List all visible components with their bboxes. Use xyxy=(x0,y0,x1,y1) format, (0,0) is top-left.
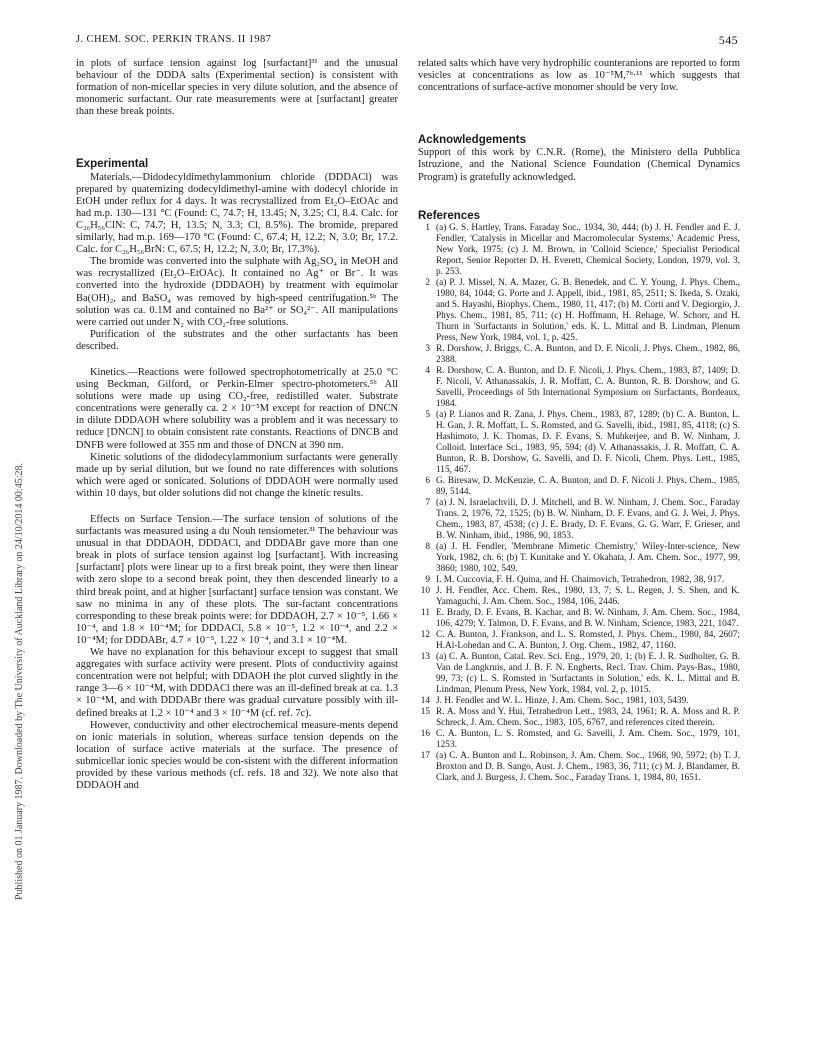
reference-number: 8 xyxy=(425,541,430,552)
reference-number: 7 xyxy=(425,497,430,508)
reference-item xyxy=(418,652,740,696)
reference-item xyxy=(418,278,740,344)
reference-item xyxy=(418,223,740,278)
reference-list xyxy=(418,223,740,784)
materials-paragraph-3: Purification of the substrates and the other surfactants has been described. xyxy=(76,328,398,352)
reference-text: G. Biresaw, D. McKenzie, C. A. Bunton, and D. F. Nicoli J. Phys. Chem., 1985, 89, 5144. xyxy=(436,475,740,497)
kinetics-paragraph-2: Kinetic solutions of the didodecylammonium surfactants were generally made up by serial dilution, but we found no rate differences with solutions which were aged or sonicated. Solutions of DDDAOH were normally used within 10 days, but older solutions did not change the kinetic results. xyxy=(76,451,398,499)
reference-number: 14 xyxy=(420,695,430,706)
effects-paragraph-2: We have no explanation for this behaviour except to suggest that small aggregates with surface activity were present. Plots of conductivity against concentration were not helpful; with DDAOH the plot curved slightly in the range 3—6 × 10⁻⁴M, with DDDACl there was an ill-defined break at ca. 1.3 × 10⁻⁴M, and with DDDABr there was gradual curvature possibly with ill-defined breaks at 1.2 × 10⁻⁴ and 3 × 10⁻⁴M (cf. ref. 7c). xyxy=(76,647,398,719)
reference-text: (a) J. H. Fendler, 'Membrane Mimetic Chemistry,' Wiley-Inter-science, New York, 1982, ch. 6; (b) T. Kunitake and Y. Okahata, J. Am. Chem. Soc., 1977, 99, 3860; 1980, 102, 549. xyxy=(436,541,740,574)
effects-paragraph-3: However, conductivity and other electrochemical measure-ments depend on ionic materials in solution, whereas surface tension depends on the location of surface active materials at the surface. The presence of submicellar ionic species would be con-sistent with the different information provided by these various methods (cf. refs. 18 and 32). We note also that DDDAOH and xyxy=(76,719,398,792)
reference-text: R. Dorshow, J. Briggs, C. A. Bunton, and D. F. Nicoli, J. Phys. Chem., 1982, 86, 2388. xyxy=(436,343,740,365)
experimental-heading: Experimental xyxy=(76,158,149,171)
reference-item xyxy=(418,707,740,729)
reference-item xyxy=(418,498,740,542)
reference-item xyxy=(418,575,740,586)
kinetics-paragraph-1: Kinetics.—Reactions were followed spectrophotometrically at 25.0 °C using Beckman, Gilford, or Perkin-Elmer spectro-photometers.⁵ᵇ All solutions were made up using CO₂-free, redistilled water. Substrate concentrations were generally ca. 2 × 10⁻⁵M except for reaction of DNCN in dilute DDDAOH where solubility was a problem and it was necessary to reduce [DNCN] to obtain consistent rate constants. Reactions of DNCB and DNFB were followed at 355 nm and those of DNCN at 390 nm. xyxy=(76,366,398,451)
right-column xyxy=(418,58,740,784)
reference-text: (a) J. N. Israelachvili, D. J. Mitchell, and B. W. Ninham, J. Chem. Soc., Faraday Trans. 2, 1976, 72, 1525; (b) B. W. Ninham, D. F. Evans, and G. J. Wei, J. Phys. Chem., 1983, 87, 4538; (c) J. E. Brady, D. F. Evans, G. G. Warr, F. Grieser, and B. W. Ninham, ibid., 1986, 90, 1853. xyxy=(436,497,740,541)
reference-item xyxy=(418,729,740,751)
reference-number: 17 xyxy=(420,750,430,761)
reference-item xyxy=(418,630,740,652)
running-header xyxy=(76,34,738,50)
reference-item xyxy=(418,410,740,476)
reference-number: 3 xyxy=(425,343,430,354)
effects-paragraph-1: Effects on Surface Tension.—The surface tension of solutions of the surfactants was measured using a du Nouh tensiometer.³¹ The behaviour was unusual in that DDDAOH, DDDACl, and DDDABr gave more than one break in plots of surface tension against log [surfactant]. With increasing [surfactant] plots were linear up to a first break point, they were then linear with zero slope to a second break point, they then descended linearly to a third break point, and at higher [surfactant] surface tension was constant. We saw no minima in any of these plots. The sur-factant concentrations corresponding to these break points were: for DDDAOH, 2.7 × 10⁻⁵, 1.66 × 10⁻⁴, and 1.8 × 10⁻⁴M; for DDDACl, 5.8 × 10⁻⁵, 1.2 × 10⁻⁴, and 2.2 × 10⁻⁴M; for DDDABr, 4.7 × 10⁻⁵, 1.22 × 10⁻⁴, and 3.1 × 10⁻⁴M. xyxy=(76,514,398,646)
reference-item xyxy=(418,542,740,575)
reference-number: 6 xyxy=(425,475,430,486)
reference-text: C. A. Bunton, J. Frankson, and L. S. Romsted, J. Phys. Chem., 1980, 84, 2607; H.Al-Lohedan and C. A. Bunton, J. Org. Chem., 1982, 47, 1160. xyxy=(436,629,740,651)
reference-item xyxy=(418,366,740,410)
download-watermark xyxy=(14,140,28,900)
reference-text: I. M. Cuccovia, F. H. Quina, and H. Chaimovich, Tetrahedron, 1982, 38, 917. xyxy=(436,574,725,585)
journal-title: J. CHEM. SOC. PERKIN TRANS. II 1987 xyxy=(76,34,272,45)
reference-text: R. Dorshow, C. A. Bunton, and D. F. Nicoli, J. Phys. Chem., 1983, 87, 1409; D. F. Nicoli, V. Athanassakis, J. R. Moffatt, C. A. Bunton, R. B. Dorshow, and G. Savelli, Proceedings of 5th International Symposium on Surfactants, Bordeaux, 1984. xyxy=(436,365,740,409)
reference-item xyxy=(418,476,740,498)
reference-text: J. H. Fendler and W. L. Hinze, J. Am. Chem. Soc., 1981, 103, 5439. xyxy=(436,695,689,706)
reference-number: 1 xyxy=(425,222,430,233)
download-note: Published on 01 January 1987. Downloaded by The University of Auckland Library on 24/10/2014 00:45:28. xyxy=(14,463,25,900)
references-heading: References xyxy=(418,209,481,222)
reference-text: (a) P. J. Missel, N. A. Mazer, G. B. Benedek, and C. Y. Young, J. Phys. Chem., 1980, 84, 1044; G. Porte and J. Appell, ibid., 1981, 85, 2511; S. Ikeda, S. Ozaki, and S. Hayashi, Biophys. Chem., 1980, 11, 417; (b) M. Corti and V. Degiorgio, J. Phys. Chem., 1981, 85, 711; (c) H. Hoffmann, H. Rehage, W. Schorr, and H. Thurn in 'Surfactants in Solution,' eds. K. L. Mittal and B. Lindman, Plenum Press, New York, 1984, vol. 1, p. 425. xyxy=(436,277,740,343)
right-intro-paragraph: related salts which have very hydrophilic counteranions are reported to form vesicles at concentrations as low as 10⁻⁵M,⁷ᵇ·¹¹ which suggests that concentrations of surface-active monomer should be very low. xyxy=(418,58,740,94)
reference-item xyxy=(418,586,740,608)
left-column xyxy=(76,58,398,792)
reference-number: 2 xyxy=(425,277,430,288)
materials-paragraph-2: The bromide was converted into the sulphate with Ag₂SO₄ in MeOH and was recrystallized (Et₂O–EtOAc). It contained no Ag⁺ or Br⁻. It was converted into the hydroxide (DDDAOH) by treatment with equimolar Ba(OH)₂, and BaSO₄ was removed by high-speed centrifugation.⁵ᵇ The solution was ca. 0.1M and contained no Ba²⁺ or SO₄²⁻. All manipulations were carried out under N₂ with CO₂-free solutions. xyxy=(76,256,398,328)
reference-number: 11 xyxy=(421,607,430,618)
reference-number: 13 xyxy=(420,651,430,662)
acknowledgements-text: Support of this work by C.N.R. (Rome), the Ministero della Pubblica Istruzione, and the National Science Foundation (Chemical Dynamics Program) is gratefully acknowledged. xyxy=(418,147,740,183)
materials-paragraph-1: Materials.—Didodecyldimethylammonium chloride (DDDACl) was prepared by quaternizing dodecyldimethyl-amine with dodecyl chloride in EtOH under reflux for 4 days. It was recrystallized from Et₂O–EtOAc and had m.p. 130—131 °C (Found: C, 74.7; H, 13.45; N, 3.25; Cl, 8.4. Calc. for C₂₆H₅₆ClN: C, 74.7; H, 13.5; N, 3.3; Cl, 8.5%). The bromide, prepared similarly, had m.p. 169—170 °C (Found: C, 67.4; H, 12.2; N, 3.0; Br, 17.2. Calc. for C₂₆H₅₆BrN: C, 67.5; H, 12.2; N, 3.0; Br, 17.3%). xyxy=(76,171,398,256)
intro-paragraph: in plots of surface tension against log [surfactant]³¹ and the unusual behaviour of the DDDA salts (Experimental section) is consistent with formation of non-micellar species in very dilute solution, and the absence of monomeric surfactant. Our rate measurements were at [surfactant] greater than these break points. xyxy=(76,58,398,118)
reference-text: (a) P. Lianos and R. Zana, J. Phys. Chem., 1983, 87, 1289; (b) C. A. Bunton, L. H. Gan, J. R. Moffatt, L. S. Romsted, and G. Savelli, ibid., 1981, 85, 4118; (c) S. Hashimoto, J. K. Thomas, D. F. Evans, S. Muhkerjee, and B. W. Ninham, J. Colloid. Interface Sci., 1983, 95, 594; (d) V. Athanassakis, J. R. Moffatt, C. A. Bunton, R. B. Dorshow, G. Savelli, and D. F. Nicoli, Chem. Phys. Lett., 1985, 115, 467. xyxy=(436,409,740,475)
reference-item xyxy=(418,608,740,630)
reference-number: 4 xyxy=(425,365,430,376)
reference-text: (a) C. A. Bunton and L. Robinson, J. Am. Chem. Soc., 1968, 90, 5972; (b) T. J. Broxton and D. B. Sango, Aust. J. Chem., 1983, 36, 711; (c) M. J. Blandamer, B. Clark, and J. Burgess, J. Chem. Soc., Faraday Trans. 1, 1984, 80, 1651. xyxy=(436,750,740,783)
reference-number: 12 xyxy=(420,629,430,640)
reference-text: E. Brady, D. F. Evans, B. Kachar, and B. W. Ninham, J. Am. Chem. Soc., 1984, 106, 4279; Y. Talmon, D. F. Evans, and B. W. Ninham, Science, 1983, 221, 1047. xyxy=(436,607,740,629)
reference-text: J. H. Fendler, Acc. Chem. Res., 1980, 13, 7; S. L. Regen, J. S. Shen, and K. Yamaguchi, J. Am. Chem. Soc., 1984, 106, 2446. xyxy=(436,585,740,607)
reference-text: C. A. Bunton, L. S. Romsted, and G. Savelli, J. Am. Chem. Soc., 1979, 101, 1253. xyxy=(436,728,740,750)
acknowledgements-heading: Acknowledgements xyxy=(418,134,526,147)
reference-item xyxy=(418,696,740,707)
reference-number: 10 xyxy=(420,585,430,596)
reference-number: 16 xyxy=(420,728,430,739)
page-number: 545 xyxy=(718,33,738,47)
reference-text: (a) G. S. Hartley, Trans. Faraday Soc., 1934, 30, 444; (b) J. H. Fendler and E. J. Fendler, 'Catalysis in Micellar and Macromolecular Systems,' Academic Press, New York, 1975; (c) J. M. Brown, in 'Colloid Science,' Specialist Periodical Report, Senior Reporter D. H. Everett, Chemical Society, London, 1979, vol. 3, p. 253. xyxy=(436,222,740,277)
reference-number: 15 xyxy=(420,706,430,717)
reference-item xyxy=(418,751,740,784)
reference-number: 5 xyxy=(425,409,430,420)
reference-text: (a) C. A. Bunton, Catal. Rev. Sci. Eng., 1979, 20, 1; (b) E. J. R. Sudholter, G. B. Van de Langkruis, and J. B. F. N. Engberts, Recl. Trav. Chim. Pays-Bas., 1980, 99, 73; (c) L. S. Romsted in 'Surfactants in Solution,' eds. K. L. Mittal and B. Lindman, Plenum Press, New York, 1984, vol. 2, p. 1015. xyxy=(436,651,740,695)
reference-text: R. A. Moss and Y. Hui, Tetrahedron Lett., 1983, 24, 1961; R. A. Moss and R. P. Schreck, J. Am. Chem. Soc., 1983, 105, 6767, and references cited therein. xyxy=(436,706,740,728)
reference-number: 9 xyxy=(425,574,430,585)
reference-item xyxy=(418,344,740,366)
